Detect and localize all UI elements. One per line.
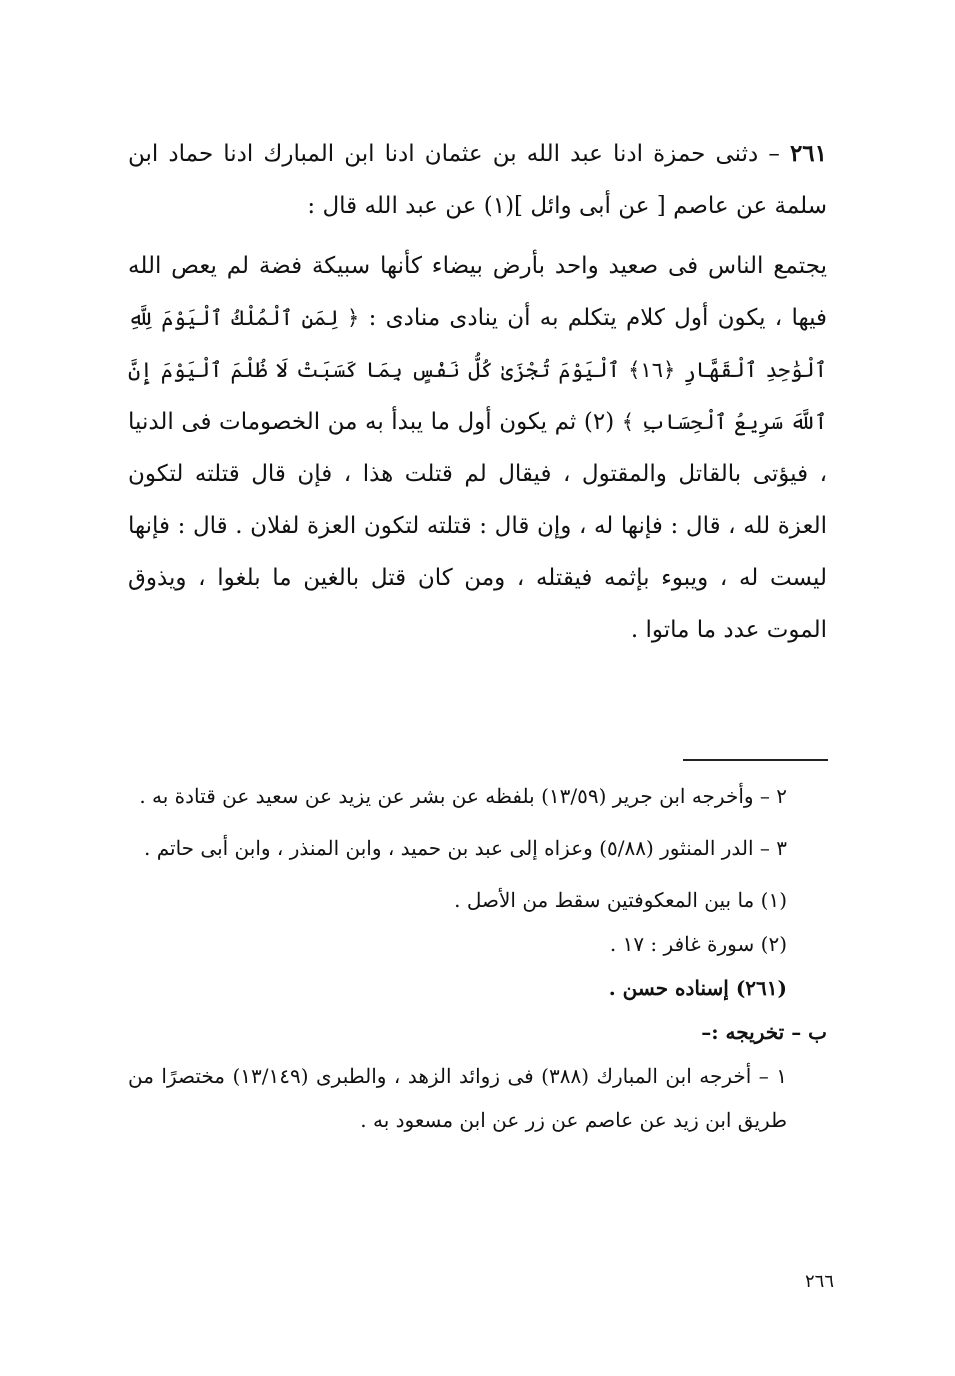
footnote-item: (٢) سورة غافر : ١٧ . bbox=[609, 932, 787, 956]
footnote-item: ١ – أخرجه ابن المبارك (٣٨٨) فى زوائد الزهد ، والطبرى (١٣/١٤٩) مختصرًا من طريق ابن زيد عن عاصم عن زر عن ابن مسعود به . bbox=[128, 1064, 787, 1132]
matn-rest: (٢) ثم يكون أول ما يبدأ به من الخصومات فى الدنيا ، فيؤتى بالقاتل والمقتول ، فيقال لم قتلت هذا ، فإن قال قتلته لتكون العزة لله ، قال : فإنها له ، وإن قال : قتلته لتكون العزة لفلان . قال : فإنها ليست له ، ويبوء بإثمه فيقتله ، ومن كان قتل بالغين ما بلغوا ، ويذوق الموت عدد ما ماتوا . bbox=[128, 409, 827, 643]
matn-paragraph bbox=[128, 240, 827, 656]
footnote-divider bbox=[683, 759, 828, 761]
matn-intro: يجتمع الناس فى صعيد واحد بأرض بيضاء كأنها سبيكة فضة لم يعص الله فيها ، يكون أول كلام يتكلم به أن ينادى منادى : bbox=[128, 253, 828, 331]
hadith-body bbox=[128, 128, 827, 656]
footnote-item: ٣ – الدر المنثور (٥/٨٨) وعزاه إلى عبد بن حميد ، وابن المنذر ، وابن أبى حاتم . bbox=[144, 836, 787, 860]
footnote-item: (٢٦١) إسناده حسن . bbox=[608, 976, 787, 1000]
takhrij-heading: ب – تخريجه :– bbox=[701, 1020, 827, 1044]
footnote-item: ٢ – وأخرجه ابن جرير (١٣/٥٩) بلفظه عن بشر عن يزيد عن سعيد عن قتادة به . bbox=[139, 784, 787, 808]
isnad-paragraph bbox=[128, 128, 827, 232]
isnad-text: – دثنى حمزة ادنا عبد الله بن عثمان ادنا ابن المبارك ادنا حماد ابن سلمة عن عاصم [ عن أبى وائل ](١) عن عبد الله قال : bbox=[128, 141, 827, 219]
footnote-item: (١) ما بين المعكوفتين سقط من الأصل . bbox=[454, 888, 787, 912]
footnotes bbox=[128, 774, 827, 1142]
quran-verse: ﴿ لِمَنِ ٱلْمُلْكُ ٱلْيَوْمَ لِلَّهِ ٱلْوَٰحِدِ ٱلْقَهَّارِ ﴿١٦﴾ ٱلْيَوْمَ تُجْزَىٰ كُلُّ نَفْسٍ بِمَا كَسَبَتْ لَا ظُلْمَ ٱلْيَوْمَ إِنَّ ٱللَّهَ سَرِيعُ ٱلْحِسَابِ ﴾ bbox=[128, 306, 828, 434]
hadith-number: ٢٦١ bbox=[789, 140, 827, 167]
page-number: ٢٦٦ bbox=[804, 1271, 834, 1292]
